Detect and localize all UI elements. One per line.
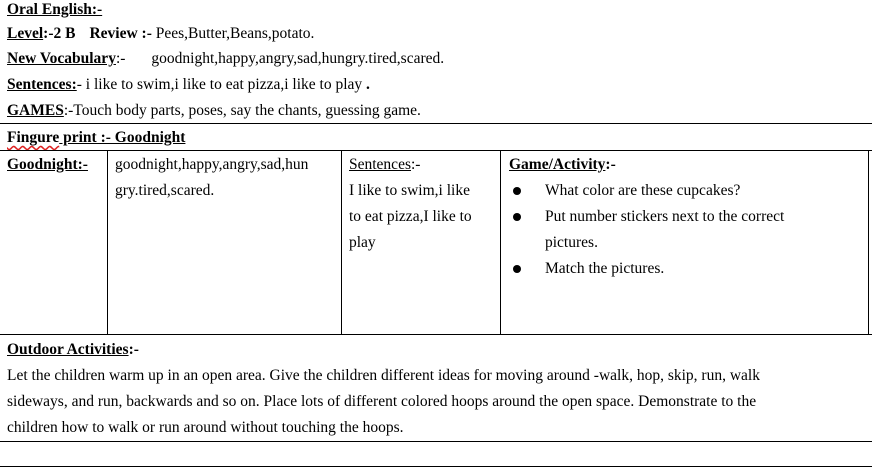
vocab-cell-line: gry.tired,scared. [115, 182, 215, 199]
table-right-border [868, 150, 869, 335]
activity-text: Put number stickers next to the correct [545, 208, 785, 225]
sentences-value: - i like to swim,i like to eat pizza,i like to play [76, 76, 363, 93]
outdoor-sep: :- [128, 341, 139, 358]
table-col-divider [107, 150, 108, 335]
sentences-cell-line: I like to swim,i like [349, 182, 470, 199]
outdoor-text-line: Let the children warm up in an open area. Give the children different ideas for moving around -walk, hop, skip, run, walk [7, 367, 760, 384]
finger-rest: print :- Goodnight [59, 129, 186, 146]
table-col-divider [500, 150, 501, 335]
bullet-icon [513, 265, 521, 273]
game-activity-cell [509, 152, 864, 282]
game-activity-label: Game/Activity [509, 156, 606, 173]
vocab-cell-line: goodnight,happy,angry,sad,hun [115, 156, 309, 173]
sentences-cell-label: Sentences [349, 156, 411, 173]
game-activity-sep: :- [605, 156, 616, 173]
sentences-label: Sentences: [7, 76, 77, 93]
outdoor-text-line: children how to walk or run around without touching the hoops. [7, 419, 404, 436]
activity-text: Match the pictures. [545, 260, 665, 277]
review-value: Pees,Butter,Beans,potato. [151, 25, 315, 42]
table-col-divider [341, 150, 342, 335]
activity-item [509, 178, 864, 204]
table-top-border [0, 150, 872, 151]
activity-text: pictures. [545, 234, 598, 251]
vocab-sep: :- [115, 50, 126, 67]
bullet-icon [513, 187, 521, 195]
sentences-line [7, 72, 370, 98]
vocab-value: goodnight,happy,angry,sad,hungry.tired,scared. [151, 50, 445, 67]
divider [0, 123, 872, 124]
outdoor-heading [7, 337, 139, 363]
bullet-icon [513, 213, 521, 221]
outdoor-label: Outdoor Activities [7, 341, 129, 358]
activity-item [509, 256, 864, 282]
level-label: Level [7, 25, 44, 42]
divider [0, 466, 872, 467]
goodnight-cell [7, 152, 88, 178]
games-line [7, 98, 421, 124]
sentences-cell-line: play [349, 234, 376, 251]
activity-text: What color are these cupcakes? [545, 182, 741, 199]
games-label: GAMES [7, 102, 64, 119]
outdoor-text-line: sideways, and run, backwards and so on. Place lots of different colored hoops around the open space. Demonstrate to the [7, 393, 757, 410]
sentences-cell-sep: :- [410, 156, 421, 173]
vocabulary-cell [115, 152, 339, 204]
finger-word: Fingure [7, 129, 60, 146]
vocabulary-line [7, 46, 444, 72]
activity-item [509, 204, 864, 256]
sentences-cell-line: to eat pizza,I like to [349, 208, 472, 225]
sentences-end: . [362, 76, 370, 93]
vocab-label: New Vocabulary [7, 50, 116, 67]
review-label: Review :- [89, 25, 152, 42]
games-value: :-Touch body parts, poses, say the chants, guessing game. [63, 102, 421, 119]
oral-english-title: Oral English:- [7, 1, 103, 18]
finger-print-line [7, 125, 185, 151]
table-bottom-border [0, 334, 872, 335]
level-value: :-2 B [43, 25, 76, 42]
goodnight-label: Goodnight:- [7, 156, 88, 173]
level-review-line [7, 21, 314, 47]
divider [0, 441, 872, 442]
sentences-cell [349, 152, 499, 256]
